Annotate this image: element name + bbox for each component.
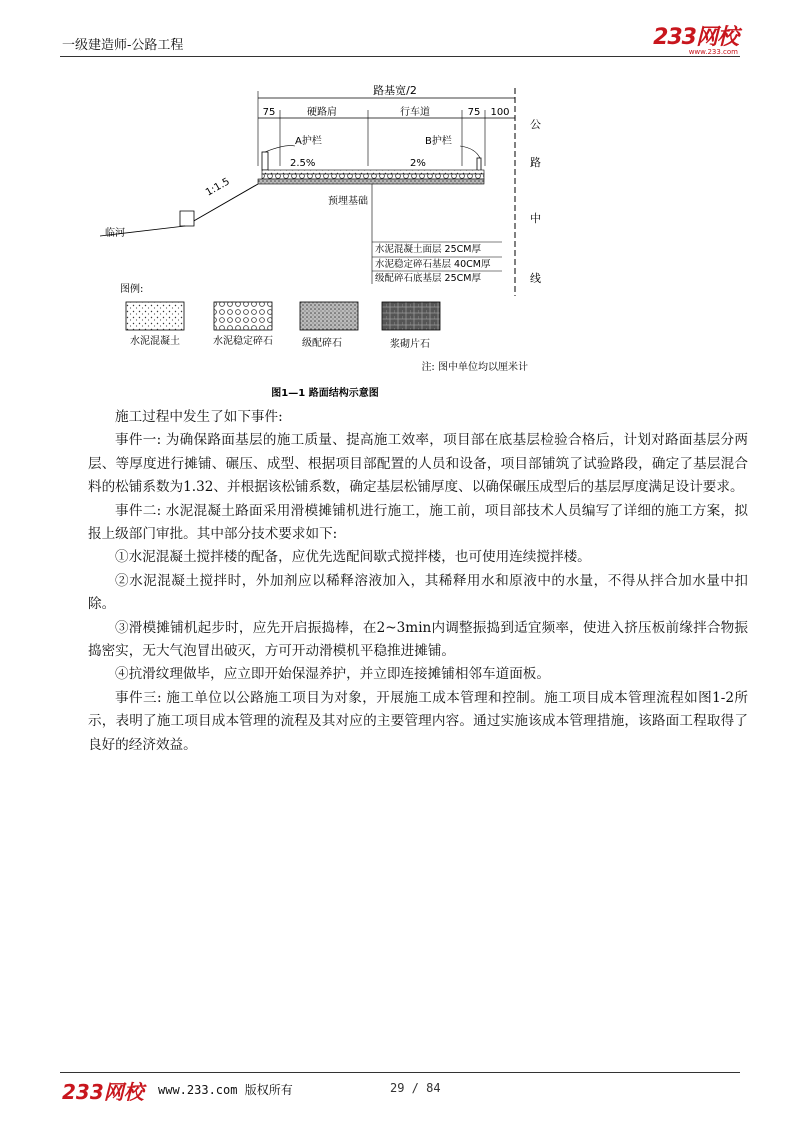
paragraph-event-2: 事件二: 水泥混凝土路面采用滑模摊铺机进行施工，施工前，项目部技术人员编写了详细的施工方案，拟报上级部门审批。其中部分技术要求如下: xyxy=(88,502,748,543)
retaining-block xyxy=(180,211,194,226)
layer-label-base: 水泥稳定碎石基层 40CM厚 xyxy=(375,259,491,270)
surface-layer xyxy=(262,170,484,174)
centerline-label-3: 中 xyxy=(530,212,541,225)
page-header-title: 一级建造师-公路工程 xyxy=(62,38,184,53)
legend-label-stabilized: 水泥稳定碎石 xyxy=(213,336,273,347)
figure-caption: 图1—1 路面结构示意图 xyxy=(271,388,379,399)
foundation-label: 预埋基础 xyxy=(328,196,368,207)
footer-logo: 233网校 xyxy=(62,1080,144,1104)
brand-logo-text: 233网校 xyxy=(653,25,738,50)
paragraph-req-4: ④抗滑纹理做毕，应立即开始保湿养护，并立即连接摊铺相邻车道面板。 xyxy=(115,666,550,683)
legend-label-stone: 浆砌片石 xyxy=(390,339,430,350)
guardrail-a xyxy=(262,152,268,170)
slope-right-label: 2% xyxy=(410,158,426,169)
legend-label-concrete: 水泥混凝土 xyxy=(130,336,180,347)
body-text xyxy=(88,406,748,757)
pavement-structure-figure xyxy=(90,76,560,406)
river-side-label: 临河 xyxy=(105,228,125,239)
layer-label-subbase: 级配碎石底基层 25CM厚 xyxy=(375,273,481,284)
header-rule xyxy=(60,56,740,57)
brand-logo-url: www.233.com xyxy=(688,48,738,56)
guardrail-b-label: B护栏 xyxy=(425,136,452,147)
slope-left-label: 2.5% xyxy=(290,158,316,169)
slope-ratio-label: 1:1.5 xyxy=(204,176,232,199)
centerline-label-1: 公 xyxy=(530,118,541,131)
legend-swatch-gravel xyxy=(300,302,358,330)
dim-75-left: 75 xyxy=(262,107,276,118)
guardrail-a-label: A护栏 xyxy=(295,136,322,147)
brand-logo xyxy=(653,20,738,56)
dim-carriageway: 行车道 xyxy=(400,107,430,118)
page-number: 29 / 84 xyxy=(390,1081,441,1095)
paragraph-req-3: ③滑模摊铺机起步时，应先开启振捣棒，在2~3min内调整振捣到适宜频率，使进入挤压板前缘拌合物振捣密实，无大气泡冒出破灭，方可开动滑模机平稳推进摊铺。 xyxy=(88,619,748,660)
layer-label-surface: 水泥混凝土面层 25CM厚 xyxy=(375,244,481,255)
subbase-layer xyxy=(258,179,484,184)
legend-swatch-stabilized xyxy=(214,302,272,330)
footer-rule xyxy=(60,1072,740,1073)
paragraph-event-1: 事件一: 为确保路面基层的施工质量、提高施工效率，项目部在底基层检验合格后，计划对路面基层分两层、等厚度进行摊铺、碾压、成型、根据项目部配置的人员和设备，项目部铺筑了试验路段，确定了基层混合料的松铺系数为1.32、并根据该松铺系数，确定基层松铺厚度、以确保碾压成型后的基层厚度满足设计要求。 xyxy=(88,432,748,496)
paragraph-req-1: ①水泥混凝土搅拌楼的配备，应优先选配间歇式搅拌楼，也可使用连续搅拌楼。 xyxy=(115,549,591,566)
legend-label-gravel: 级配碎石 xyxy=(302,338,342,349)
paragraph-event-3: 事件三: 施工单位以公路施工项目为对象，开展施工成本管理和控制。施工项目成本管理流程如图1-2所示，表明了施工项目成本管理的流程及其对应的主要管理内容。通过实施该成本管理措施，该路面工程取得了良好的经济效益。 xyxy=(88,689,748,753)
dim-75-right: 75 xyxy=(467,107,481,118)
legend-swatch-stone xyxy=(382,302,440,330)
footer-site: www.233.com 版权所有 xyxy=(158,1083,293,1097)
paragraph-intro: 施工过程中发生了如下事件: xyxy=(115,409,283,425)
figure-drawing xyxy=(90,76,560,406)
figure-note: 注: 图中单位均以厘米计 xyxy=(421,362,528,373)
dim-half-width-label: 路基宽/2 xyxy=(373,84,417,97)
dim-hard-shoulder: 硬路肩 xyxy=(307,107,337,118)
centerline-label-4: 线 xyxy=(530,272,541,285)
legend-title: 图例: xyxy=(120,284,144,295)
guardrail-b-leader xyxy=(460,146,480,158)
centerline-label-2: 路 xyxy=(530,156,541,169)
paragraph-req-2: ②水泥混凝土搅拌时，外加剂应以稀释溶液加入，其稀释用水和原液中的水量，不得从拌合加水量中扣除。 xyxy=(88,572,748,613)
base-layer xyxy=(262,174,484,179)
dim-100: 100 xyxy=(490,107,510,118)
legend-swatch-concrete xyxy=(126,302,184,330)
